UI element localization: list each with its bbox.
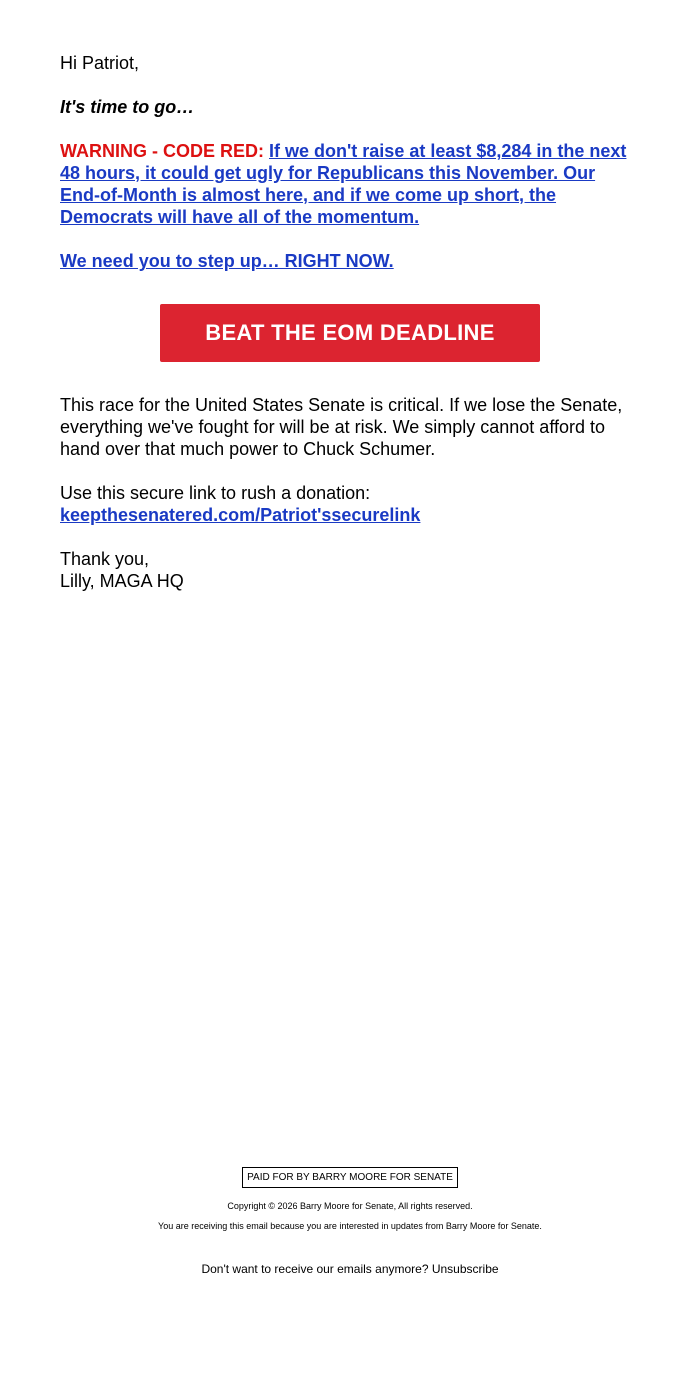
email-body-top: [60, 52, 640, 272]
secure-link-paragraph: [60, 482, 640, 526]
unsubscribe-link[interactable]: Unsubscribe: [431, 1262, 499, 1276]
warning-donate-link[interactable]: If we don't raise at least $8,284 in the next 48 hours, it could get ugly for Republicans this November. Our End-of-Month is almost here, and if we come up short, the Democrats will have all of the momentum.: [60, 141, 627, 227]
email-body-bottom: [60, 394, 640, 592]
unsubscribe-prompt: Don't want to receive our emails anymore?: [201, 1262, 429, 1276]
step-up-link[interactable]: We need you to step up… RIGHT NOW.: [60, 251, 394, 271]
copyright-text: Copyright © 2026 Barry Moore for Senate, All rights reserved.: [227, 1201, 473, 1211]
paid-for-disclaimer: PAID FOR BY BARRY MOORE FOR SENATE: [242, 1167, 458, 1188]
unsubscribe-line: [0, 1262, 700, 1276]
warning-paragraph: [60, 140, 640, 228]
subject-line: It's time to go…: [60, 97, 195, 117]
secure-donation-link[interactable]: keepthesenatered.com/Patriot'ssecurelink: [60, 505, 421, 525]
receiving-notice: You are receiving this email because you are interested in updates from Barry Moore for Senate.: [158, 1221, 542, 1231]
warning-label: WARNING - CODE RED:: [60, 141, 264, 161]
thank-you-text: Thank you,: [60, 549, 150, 569]
cta-container: [160, 304, 540, 362]
signoff: [60, 548, 640, 592]
senate-race-paragraph: This race for the United States Senate is critical. If we lose the Senate, everything we've fought for will be at risk. We simply cannot afford to hand over that much power to Chuck Schumer.: [60, 395, 623, 459]
email-footer: [0, 1167, 700, 1276]
secure-link-intro: Use this secure link to rush a donation:: [60, 483, 371, 503]
signature: Lilly, MAGA HQ: [60, 571, 184, 591]
greeting: Hi Patriot,: [60, 53, 140, 73]
beat-deadline-button[interactable]: BEAT THE EOM DEADLINE: [160, 304, 540, 362]
step-up-paragraph: [60, 250, 640, 272]
